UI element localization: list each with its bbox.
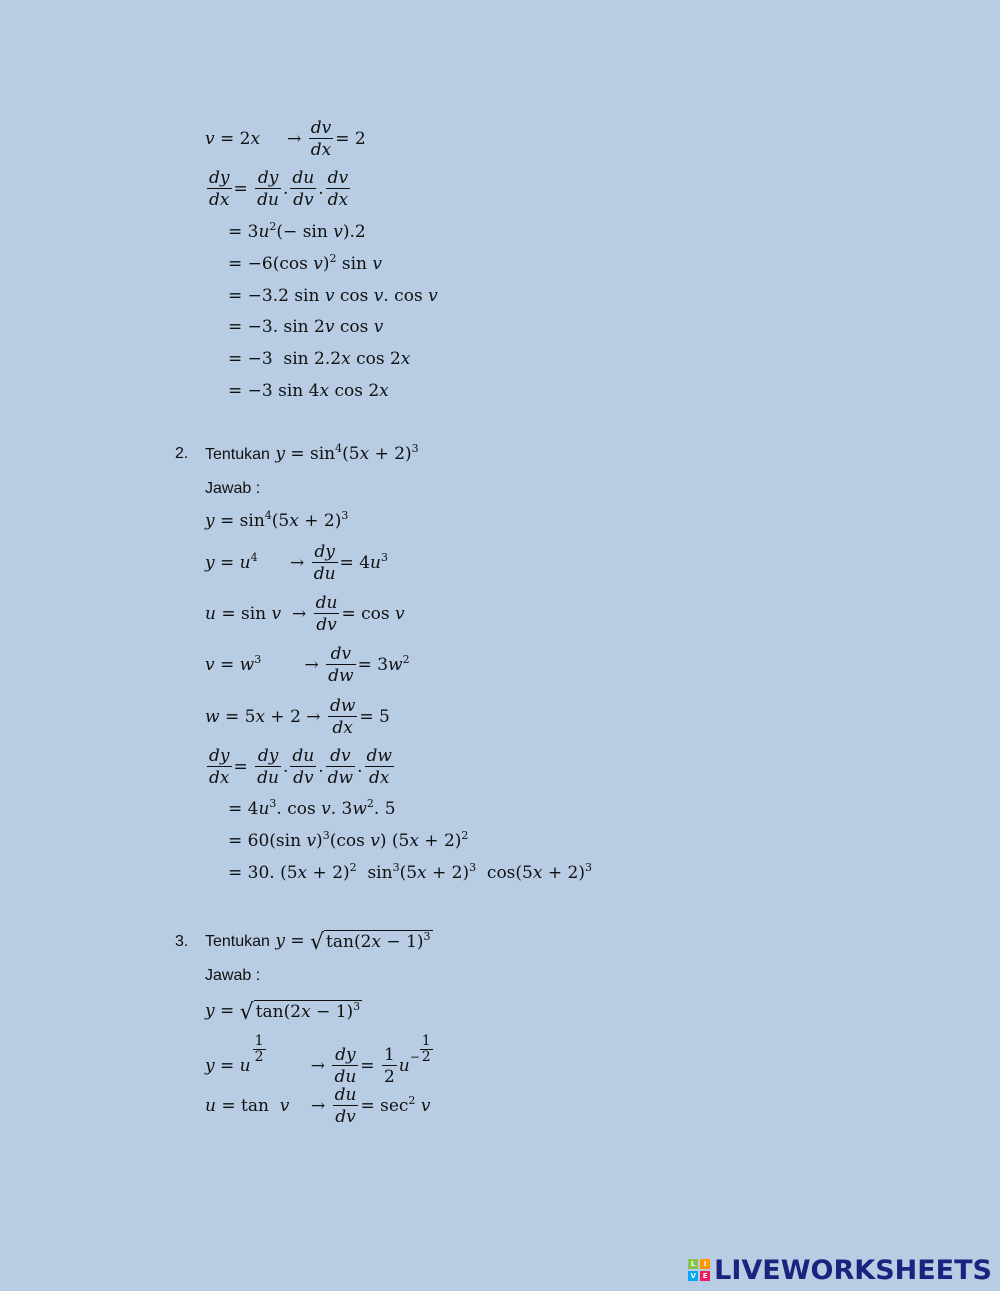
problem3-number: 3.: [175, 933, 189, 950]
logo-blocks-icon: L I V E: [688, 1259, 710, 1281]
p2-step-2: = 60(sin v)$^3$(cos v) $(5x + 2)^2$: [228, 829, 469, 851]
p2-eq-v-w: $v = w^3$ → $\frac{dv}{dw}$ = $3w^2$: [205, 644, 410, 686]
problem3-answer-label: Jawab :: [205, 967, 261, 984]
eq-chain-rule-1: $\frac{dy}{dx}$ = $\frac{dy}{du}$ . $\frac{du}{dv}$ . $\frac{dv}{dx}$: [209, 168, 349, 210]
logo-text: LIVEWORKSHEETS: [714, 1254, 992, 1286]
eq-step-1: = $3u^2(- \sin v).2$: [228, 220, 366, 242]
p2-eq-chain-rule: $\frac{dy}{dx}$ = $\frac{dy}{du}$ . $\frac{du}{dv}$ . $\frac{dv}{dw}$ . $\frac{dw}{dx}$: [209, 746, 392, 788]
p2-step-1: = $4u^3$. cos v. $3w^2$. 5: [228, 797, 396, 819]
problem2-number: 2.: [175, 445, 189, 462]
p2-eq-y-u: $y = u^4$ → $\frac{dy}{du}$ = $4u^3$: [205, 542, 388, 584]
eq-step-2: = −6(cos v)$^2$ sin v: [228, 252, 383, 274]
p2-step-3: = 30. $(5x + 2)^2$ $\sin^3(5x + 2)^3$ $\cos(5x + 2)^3$: [228, 861, 592, 883]
eq-step-5: = −3 sin 2.2x cos 2x: [228, 349, 411, 369]
eq-step-4: = −3. sin 2v cos v: [228, 317, 384, 337]
p2-eq-w-x: w = 5x + 2 → $\frac{dw}{dx}$ = 5: [205, 696, 390, 738]
problem2-statement: Tentukan $y = \sin^4(5x + 2)^3$: [205, 442, 419, 464]
problem3-prompt: Tentukan: [205, 933, 270, 950]
p2-eq-u-v: u = sin v → $\frac{du}{dv}$ = cos v: [205, 593, 405, 635]
p3-eq-y-u: y = u $\frac{1}{2}$ → $\frac{dy}{du}$ = $\frac{1}{2}$ u− $\frac{1}{2}$: [205, 1033, 431, 1087]
p3-eq-y: y = √ $\tan(2x - 1)^3$: [205, 1000, 361, 1025]
eq-v-def: v = 2x → $\frac{dv}{dx}$ = 2: [205, 118, 366, 160]
problem3-statement: Tentukan y = √ $\tan(2x - 1)^3$: [205, 930, 431, 955]
problem2-prompt: Tentukan: [205, 446, 270, 463]
p3-eq-u-v: u = tan v → $\frac{du}{dv}$ = $\sec^2 v$: [205, 1085, 431, 1127]
p2-eq-y: $y = \sin^4(5x + 2)^3$: [205, 509, 349, 531]
liveworksheets-logo: [688, 1255, 992, 1285]
eq-step-3: = −3.2 sin v cos v. cos v: [228, 286, 438, 306]
problem2-answer-label: Jawab :: [205, 480, 261, 497]
eq-step-6: = −3 sin 4x cos 2x: [228, 381, 389, 401]
